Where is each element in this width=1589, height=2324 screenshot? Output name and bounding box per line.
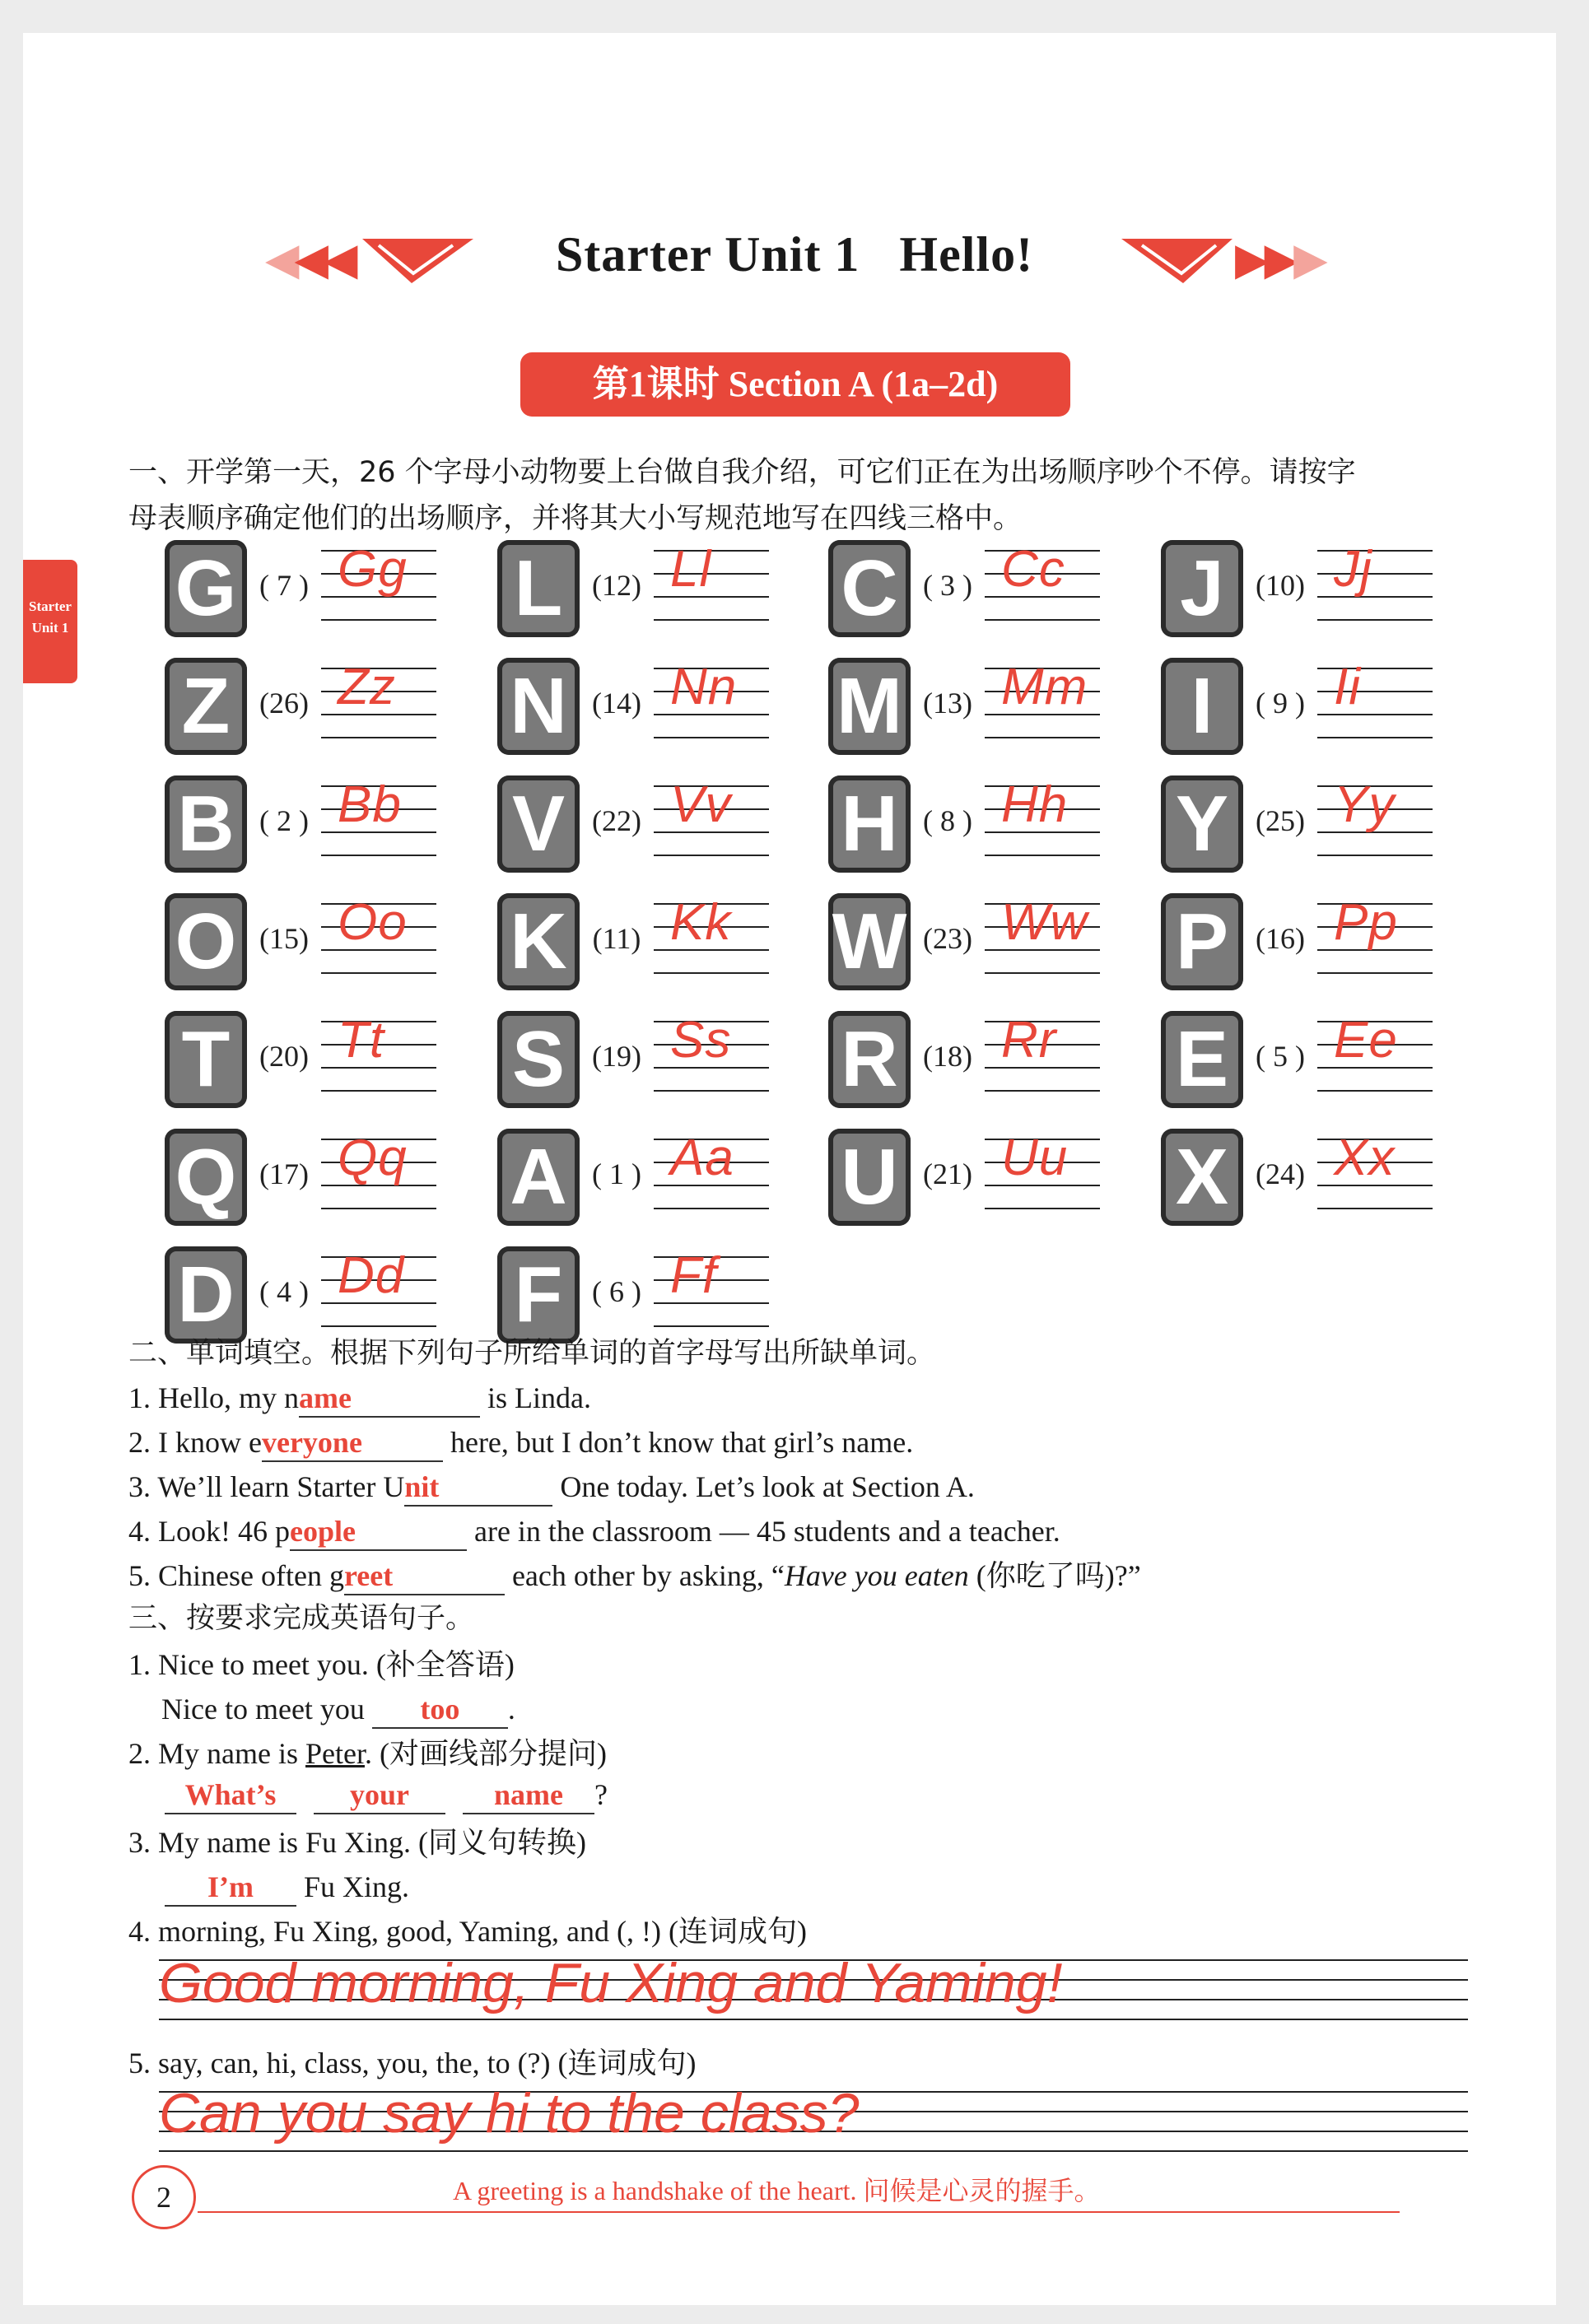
letter-answer: Aa: [670, 1129, 734, 1186]
item-text: One today. Let’s look at Section A.: [552, 1470, 975, 1503]
answer-fill: reet: [343, 1559, 394, 1592]
part1-instruction-line1: 一、开学第一天，26 个字母小动物要上台做自我介绍，可它们正在为出场顺序吵个不停。请按字: [128, 456, 1356, 489]
part3-instruction: 三、按要求完成英语句子。: [128, 1602, 475, 1635]
animal-letter-icon: C: [828, 540, 911, 637]
writing-line: [159, 2019, 1468, 2020]
animal-letter-icon: P: [1161, 893, 1243, 990]
item-text: 3. We’ll learn Starter U: [128, 1470, 405, 1503]
part2-item-2: [128, 1424, 913, 1462]
part3-q2-line: [165, 1777, 608, 1814]
letter-answer: Yy: [1334, 776, 1396, 833]
order-number: ( 2 ): [259, 804, 309, 837]
animal-letter-icon: I: [1161, 658, 1243, 755]
letter-answer: Mm: [1001, 659, 1088, 715]
item-text-italic: Have you eaten: [784, 1559, 969, 1592]
order-number: ( 6 ): [592, 1275, 641, 1308]
order-number: ( 8 ): [923, 804, 972, 837]
side-tab: [23, 560, 77, 683]
letter-answer: Dd: [338, 1247, 405, 1304]
order-number: (17): [259, 1157, 309, 1190]
answer-fill: too: [420, 1693, 460, 1726]
order-number: (11): [592, 922, 641, 955]
left-arrows-icon: ◀◀◀: [265, 235, 353, 284]
animal-letter-icon: Q: [165, 1129, 247, 1226]
part3-q1: 1. Nice to meet you. (补全答语): [128, 1648, 515, 1681]
animal-letter-icon: Z: [165, 658, 247, 755]
item-text: is Linda.: [479, 1381, 591, 1414]
letter-answer: Xx: [1334, 1129, 1396, 1186]
letter-answer: Qq: [338, 1129, 408, 1186]
order-number: ( 7 ): [259, 569, 309, 602]
order-number: (19): [592, 1040, 641, 1073]
letter-answer: Ll: [670, 541, 712, 598]
item-text: here, but I don’t know that girl’s name.: [442, 1426, 914, 1459]
letter-answer: Ss: [670, 1012, 732, 1069]
q4-answer: Good morning, Fu Xing and Yaming!: [159, 1952, 1063, 2014]
item-text: Fu Xing.: [296, 1870, 410, 1903]
answer-fill: name: [494, 1778, 563, 1811]
writing-line: [159, 2150, 1468, 2152]
item-text: 2. My name is: [128, 1737, 305, 1770]
letter-answer: Oo: [338, 894, 408, 951]
letter-answer: Vv: [670, 776, 732, 833]
answer-fill: I’m: [207, 1870, 254, 1903]
part2-item-5: [128, 1558, 1141, 1595]
animal-letter-icon: F: [497, 1246, 580, 1344]
footer-rule: [198, 2211, 1400, 2213]
animal-letter-icon: G: [165, 540, 247, 637]
answer-fill: veryone: [261, 1426, 362, 1459]
part3-q5: 5. say, can, hi, class, you, the, to (?) (连词成句): [128, 2047, 697, 2079]
animal-letter-icon: Y: [1161, 775, 1243, 873]
item-text: 4. Look! 46 p: [128, 1515, 290, 1548]
order-number: (18): [923, 1040, 972, 1073]
section-badge: 第1课时 Section A (1a–2d): [520, 352, 1070, 417]
right-arrows-icon: ▶▶▶: [1235, 235, 1323, 284]
underlined-word: Peter: [305, 1737, 365, 1770]
paper-plane-right-icon: [1121, 235, 1233, 285]
order-number: ( 1 ): [592, 1157, 641, 1190]
item-text: ?: [594, 1778, 608, 1811]
letter-answer: Ff: [670, 1247, 718, 1304]
letter-answer: Cc: [1001, 541, 1065, 598]
order-number: (10): [1256, 569, 1305, 602]
item-text: are in the classroom — 45 students and a teacher.: [466, 1515, 1060, 1548]
part3-q4: 4. morning, Fu Xing, good, Yaming, and (, !) (连词成句): [128, 1915, 807, 1948]
item-text: 5. Chinese often g: [128, 1559, 344, 1592]
letter-answer: Jj: [1334, 541, 1372, 598]
order-number: ( 4 ): [259, 1275, 309, 1308]
item-text: each other by asking, “: [504, 1559, 785, 1592]
item-text: 2. I know e: [128, 1426, 262, 1459]
part3-q2: [128, 1735, 607, 1772]
order-number: (16): [1256, 922, 1305, 955]
letter-answer: Zz: [338, 659, 396, 715]
order-number: (26): [259, 687, 309, 720]
order-number: (22): [592, 804, 641, 837]
animal-letter-icon: L: [497, 540, 580, 637]
animal-letter-icon: T: [165, 1011, 247, 1108]
animal-letter-icon: A: [497, 1129, 580, 1226]
order-number: (23): [923, 922, 972, 955]
animal-letter-icon: R: [828, 1011, 911, 1108]
order-number: (21): [923, 1157, 972, 1190]
animal-letter-icon: H: [828, 775, 911, 873]
item-text: 1. Hello, my n: [128, 1381, 299, 1414]
side-tab-line2: Unit 1: [31, 620, 69, 636]
footer: [123, 2165, 1474, 2231]
animal-letter-icon: V: [497, 775, 580, 873]
animal-letter-icon: W: [828, 893, 911, 990]
footer-motto: A greeting is a handshake of the heart. 问候是心灵的握手。: [453, 2176, 1101, 2205]
animal-letter-icon: J: [1161, 540, 1243, 637]
animal-letter-icon: S: [497, 1011, 580, 1108]
letter-answer: Tt: [338, 1012, 385, 1069]
animal-letter-icon: X: [1161, 1129, 1243, 1226]
part2-item-4: [128, 1513, 1060, 1551]
part3-q1-line: [161, 1691, 515, 1729]
order-number: ( 9 ): [1256, 687, 1305, 720]
page-number: 2: [132, 2165, 196, 2229]
animal-letter-icon: N: [497, 658, 580, 755]
part3-q3: 3. My name is Fu Xing. (同义句转换): [128, 1826, 586, 1859]
q5-answer: Can you say hi to the class?: [159, 2082, 860, 2145]
answer-fill: your: [350, 1778, 409, 1811]
part2-item-1: [128, 1380, 591, 1418]
part1-instruction: [128, 449, 1479, 542]
order-number: (20): [259, 1040, 309, 1073]
item-text: . (对画线部分提问): [364, 1737, 607, 1770]
order-number: (15): [259, 922, 309, 955]
answer-fill: What’s: [184, 1778, 277, 1811]
letter-answer: Nn: [670, 659, 738, 715]
letter-answer: Uu: [1001, 1129, 1069, 1186]
letter-answer: Ii: [1334, 659, 1361, 715]
answer-fill: ame: [298, 1381, 352, 1414]
part1-instruction-line2: 母表顺序确定他们的出场顺序，并将其大小写规范地写在四线三格中。: [128, 502, 1023, 535]
letter-answer: Hh: [1001, 776, 1069, 833]
animal-letter-icon: B: [165, 775, 247, 873]
order-number: (24): [1256, 1157, 1305, 1190]
order-number: (14): [592, 687, 641, 720]
animal-letter-icon: E: [1161, 1011, 1243, 1108]
part2-item-3: [128, 1469, 975, 1507]
part3-q3-line: [165, 1869, 409, 1907]
order-number: (25): [1256, 804, 1305, 837]
item-text: (你吃了吗)?”: [968, 1559, 1141, 1592]
order-number: (13): [923, 687, 972, 720]
order-number: ( 3 ): [923, 569, 972, 602]
item-text: .: [507, 1693, 515, 1726]
letter-answer: Pp: [1334, 894, 1398, 951]
animal-letter-icon: U: [828, 1129, 911, 1226]
answer-fill: eople: [289, 1515, 356, 1548]
letter-answer: Gg: [338, 541, 408, 598]
letter-answer: Ee: [1334, 1012, 1398, 1069]
animal-letter-icon: D: [165, 1246, 247, 1344]
animal-letter-icon: O: [165, 893, 247, 990]
letter-answer: Ww: [1001, 894, 1088, 951]
letter-answer: Kk: [670, 894, 732, 951]
side-tab-line1: Starter: [29, 598, 72, 614]
order-number: (12): [592, 569, 641, 602]
letter-answer: Rr: [1001, 1012, 1057, 1069]
order-number: ( 5 ): [1256, 1040, 1305, 1073]
answer-fill: nit: [404, 1470, 440, 1503]
item-text: Nice to meet you: [161, 1693, 372, 1726]
page-title: Starter Unit 1 Hello!: [555, 227, 1034, 282]
part2-instruction: 二、单词填空。根据下列句子所给单词的首字母写出所缺单词。: [128, 1337, 936, 1370]
letter-answer: Bb: [338, 776, 402, 833]
animal-letter-icon: M: [828, 658, 911, 755]
animal-letter-icon: K: [497, 893, 580, 990]
